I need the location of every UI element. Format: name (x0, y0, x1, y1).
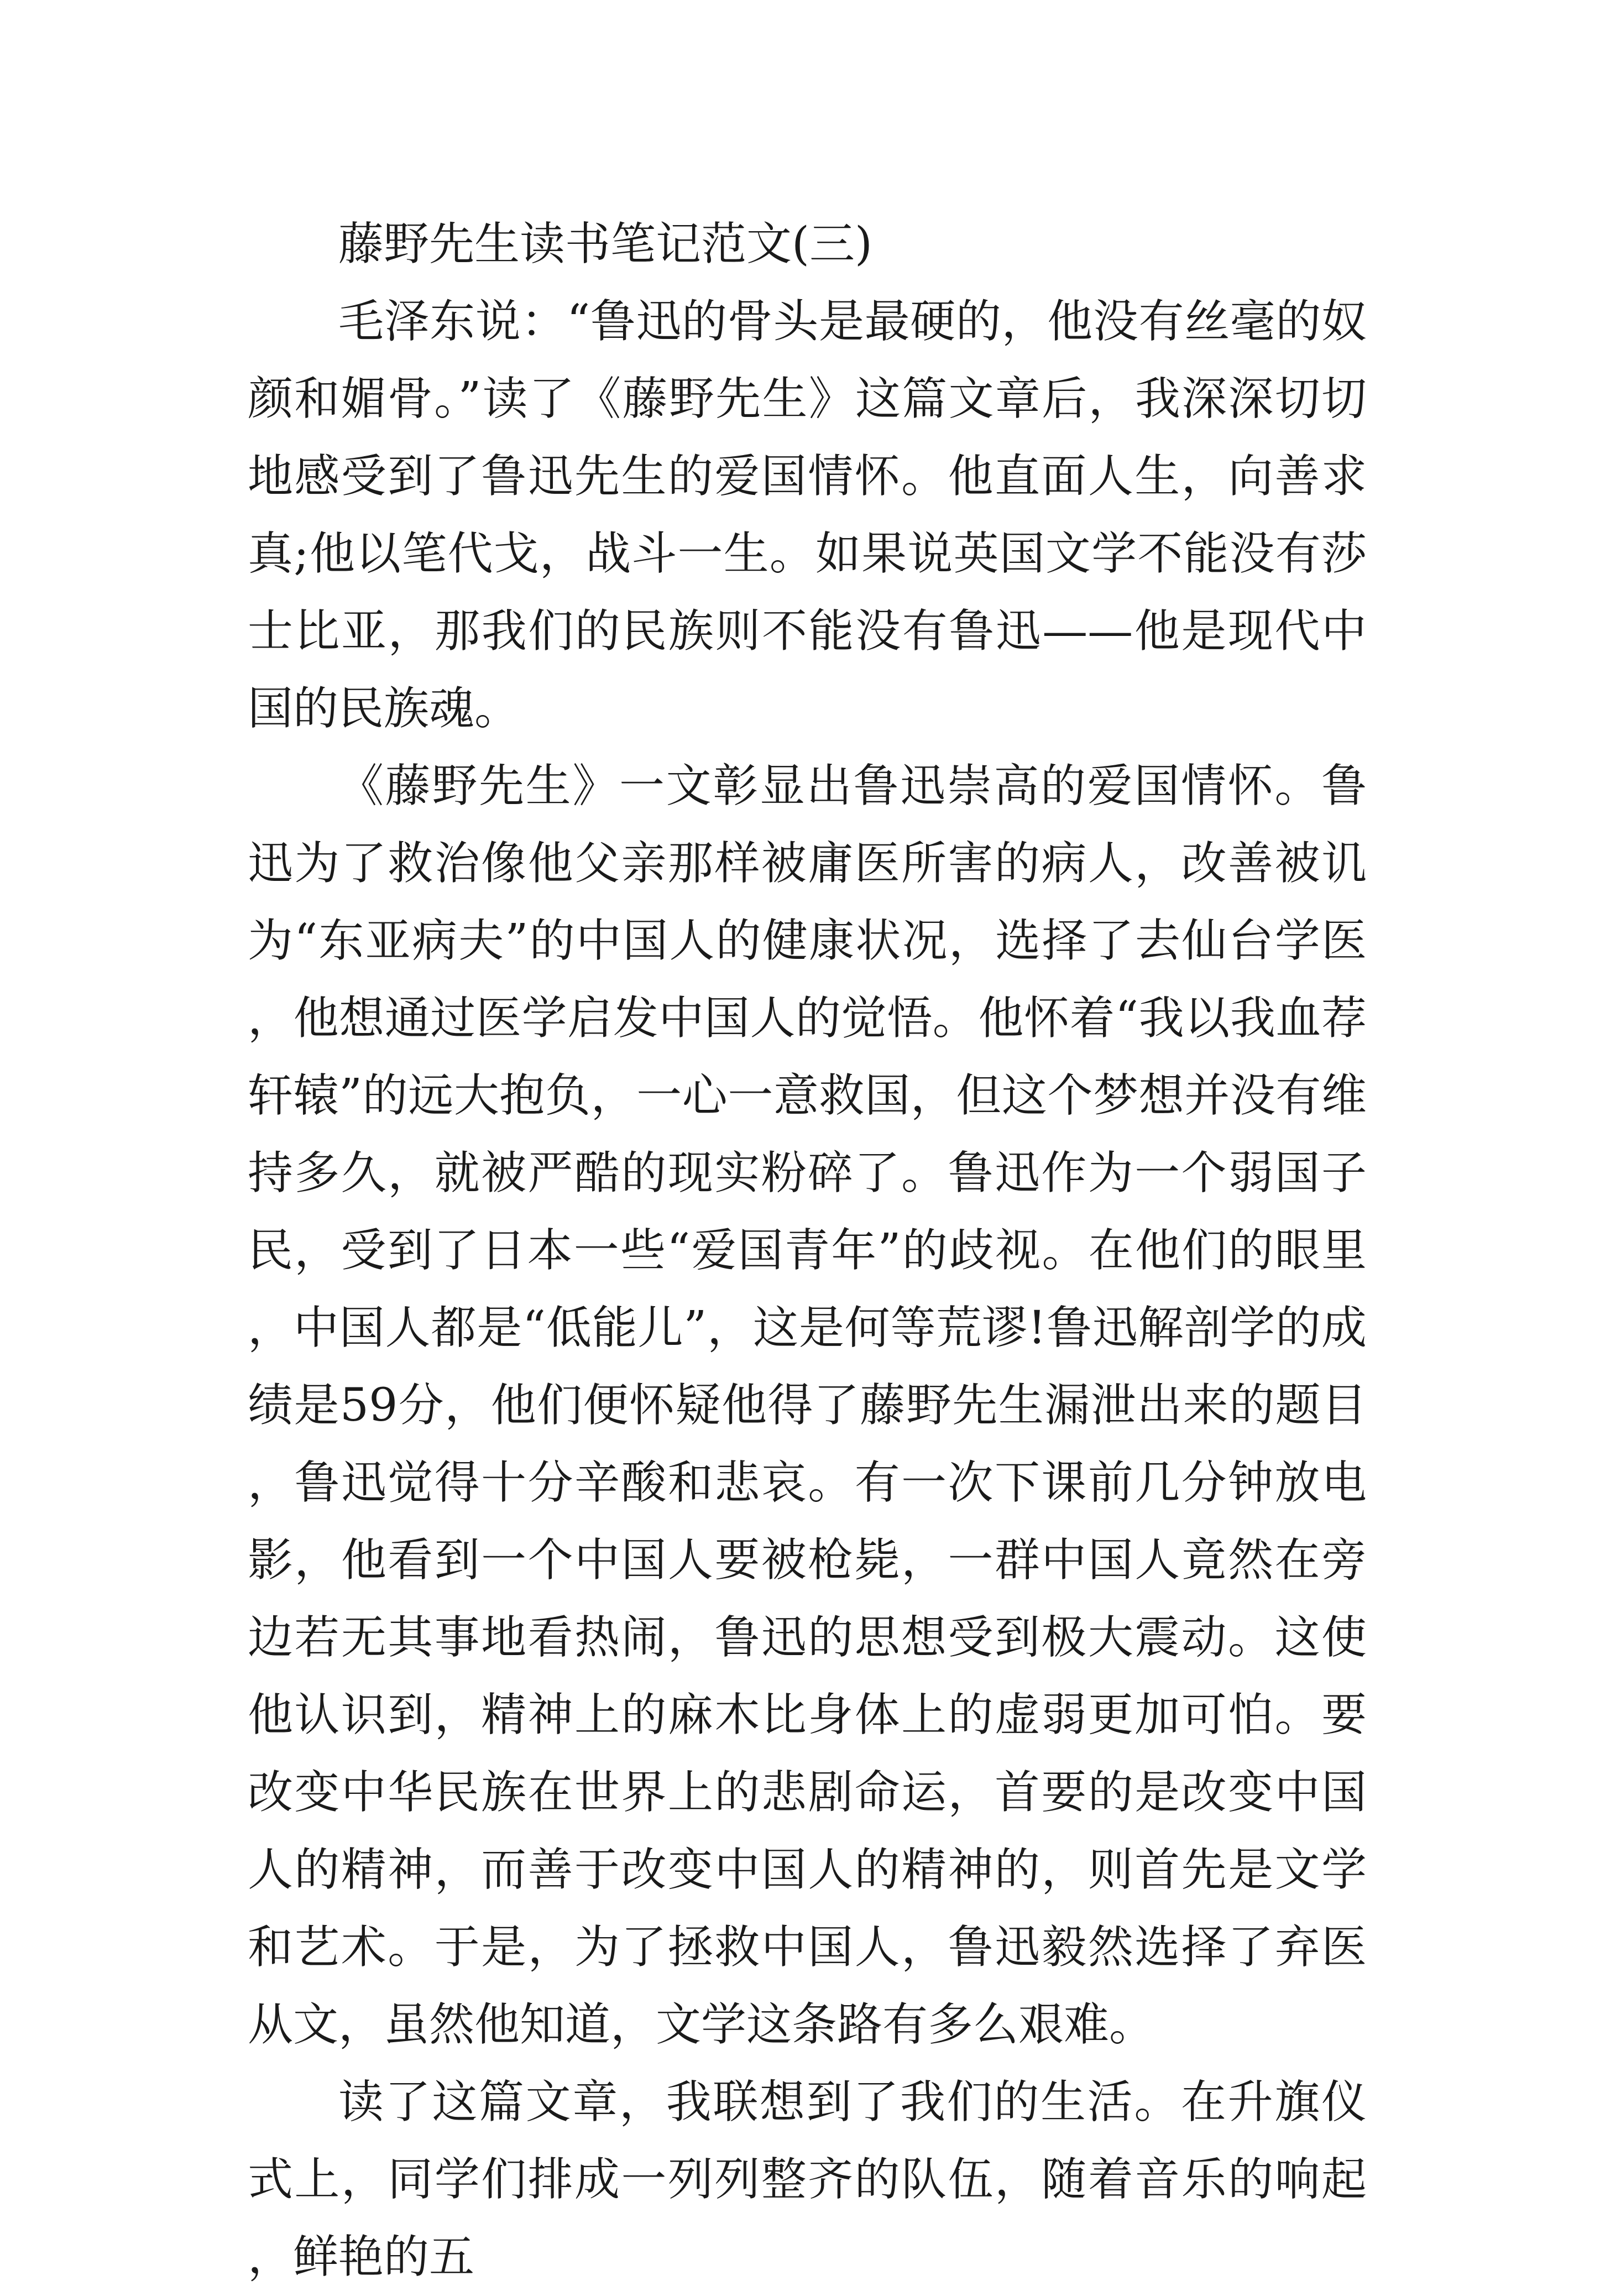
paragraph-analysis: 《藤野先生》一文彰显出鲁迅崇高的爱国情怀。鲁迅为了救治像他父亲那样被庸医所害的病人，改善被讥为“东亚病夫”的中国人的健康状况，选择了去仙台学医，他想通过医学启发中国人的觉悟。他怀着“我以我血荐轩辕”的远大抱负，一心一意救国，但这个梦想并没有维持多久，就被严酷的现实粉碎了。鲁迅作为一个弱国子民，受到了日本一些“爱国青年”的歧视。在他们的眼里，中国人都是“低能儿”，这是何等荒谬!鲁迅解剖学的成绩是59分，他们便怀疑他得了藤野先生漏泄出来的题目，鲁迅觉得十分辛酸和悲哀。有一次下课前几分钟放电影，他看到一个中国人要被枪毙，一群中国人竟然在旁边若无其事地看热闹，鲁迅的思想受到极大震动。这使他认识到，精神上的麻木比身体上的虚弱更加可怕。要改变中华民族在世界上的悲剧命运，首要的是改变中国人的精神，而善于改变中国人的精神的，则首先是文学和艺术。于是，为了拯救中国人，鲁迅毅然选择了弃医从文，虽然他知道，文学这条路有多么艰难。 (248, 760, 1367, 2051)
document-title: 藤野先生读书笔记范文(三) (338, 218, 872, 270)
paragraph-reflection: 读了这篇文章，我联想到了我们的生活。在升旗仪式上，同学们排成一列列整齐的队伍，随着音乐的响起，鲜艳的五 (248, 2076, 1367, 2283)
paragraph-intro: 毛泽东说：“鲁迅的骨头是最硬的，他没有丝毫的奴颜和媚骨。”读了《藤野先生》这篇文章后，我深深切切地感受到了鲁迅先生的爱国情怀。他直面人生，向善求真;他以笔代戈，战斗一生。如果说英国文学不能没有莎士比亚，那我们的民族则不能没有鲁迅——他是现代中国的民族魂。 (248, 295, 1367, 735)
document-body (248, 206, 1367, 2296)
